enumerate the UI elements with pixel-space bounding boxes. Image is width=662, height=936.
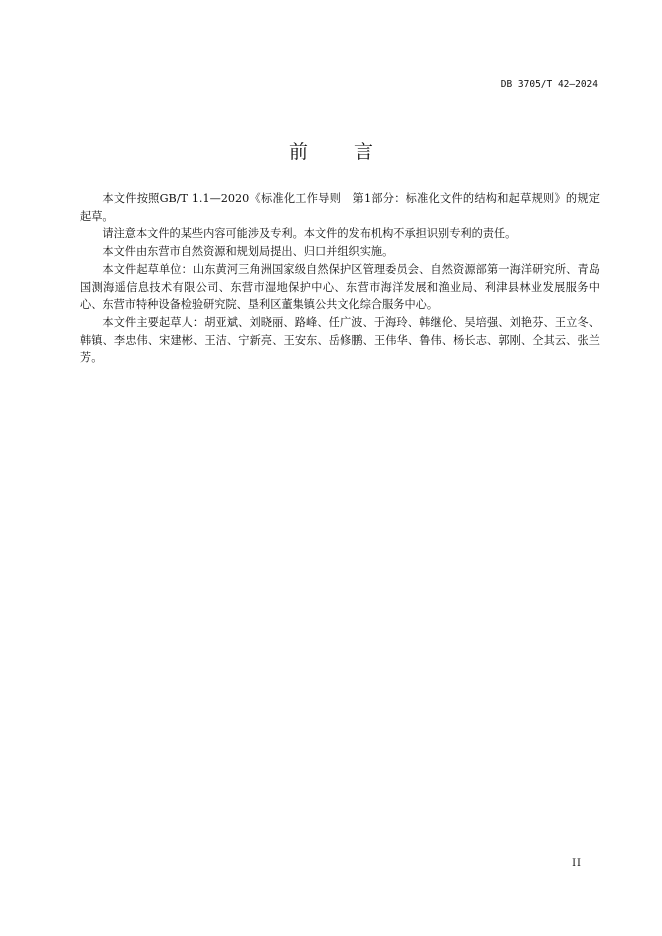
paragraph-patent-notice: 请注意本文件的某些内容可能涉及专利。本文件的发布机构不承担识别专利的责任。	[102, 227, 517, 241]
paragraph-drafting-units: 本文件起草单位：山东黄河三角洲国家级自然保护区管理委员会、自然资源部第一海洋研究所、青岛国测海遥信息技术有限公司、东营市湿地保护中心、东营市海洋发展和渔业局、利津县林业发展服务中心、东营市特种设备检验研究院、垦利区董集镇公共文化综合服务中心。	[80, 262, 600, 312]
page-title: 前 言	[288, 141, 394, 163]
foreword-body	[80, 190, 600, 367]
page-number: II	[572, 858, 582, 869]
document-code: DB 3705/T 42—2024	[500, 79, 598, 90]
paragraph-proposer: 本文件由东营市自然资源和规划局提出、归口并组织实施。	[102, 245, 394, 259]
paragraph-drafting-rules: 本文件按照GB/T 1.1—2020《标准化工作导则 第1部分：标准化文件的结构和起草规则》的规定起草。	[80, 192, 600, 223]
paragraph-drafters: 本文件主要起草人：胡亚斌、刘晓丽、路峰、任广波、于海玲、韩继伦、吴培强、刘艳芬、王立冬、韩镇、李忠伟、宋建彬、王洁、宁新亮、王安东、岳修鹏、王伟华、鲁伟、杨长志、郭刚、仝其云、张兰芳。	[80, 315, 600, 365]
